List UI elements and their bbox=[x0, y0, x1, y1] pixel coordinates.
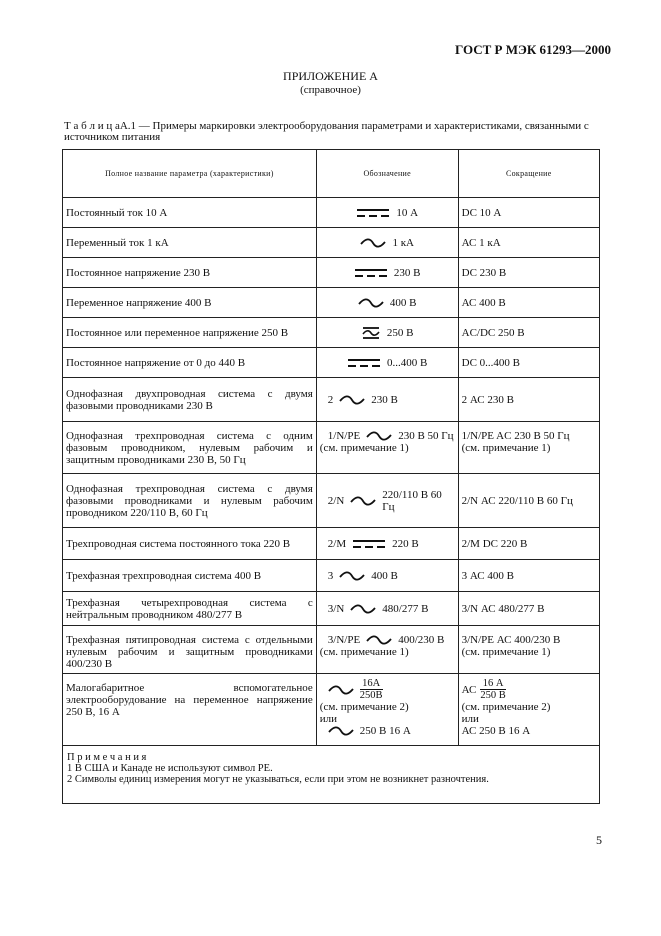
symbol-value: 0...400 В bbox=[387, 356, 428, 369]
page-number: 5 bbox=[596, 833, 602, 847]
abbr-value: 3/N/PE АС 400/230 В bbox=[461, 634, 561, 646]
param-name: Переменное напряжение 400 В bbox=[63, 288, 317, 318]
abbr-cell bbox=[458, 258, 599, 288]
symbol-note: (см. примечание 2) bbox=[319, 701, 409, 713]
symbol-line bbox=[320, 603, 455, 615]
param-name: Малогабаритное вспомогательное электрооборудование на переменное напряжение 250 В, 16 А bbox=[63, 674, 317, 746]
symbol-cell bbox=[316, 198, 458, 228]
abbr-note: (см. примечание 1) bbox=[461, 442, 551, 454]
symbol-line bbox=[320, 678, 455, 701]
abbr-value: 2/М DC 220 В bbox=[461, 537, 528, 550]
symbol-prefix: 3/N/PE bbox=[327, 634, 361, 646]
abbr-cell bbox=[458, 474, 599, 528]
ac-icon bbox=[350, 495, 376, 507]
param-name: Однофазная двухпроводная система с двумя фазовыми проводниками 230 В bbox=[63, 378, 317, 422]
symbol-note: (см. примечание 1) bbox=[319, 646, 409, 658]
table-row bbox=[63, 674, 600, 746]
symbol-line bbox=[320, 430, 455, 442]
ac-icon bbox=[328, 725, 354, 737]
symbol-value: 230 В 50 Гц bbox=[398, 430, 454, 442]
abbr-cell bbox=[458, 422, 599, 474]
symbol-value: 220/110 В 60 Гц bbox=[382, 488, 442, 513]
ac-icon bbox=[339, 570, 365, 582]
symbol-line bbox=[320, 394, 455, 406]
symbol-line bbox=[320, 266, 455, 278]
symbol-prefix: 2 bbox=[327, 393, 334, 406]
param-name: Однофазная трехпроводная система с двумя фазовыми проводниками и нулевым рабочим проводником 220/110 В, 60 Гц bbox=[63, 474, 317, 528]
symbol-prefix: 2/N bbox=[327, 494, 345, 507]
header-symbol: Обозначение bbox=[316, 150, 458, 198]
abbr-prefix: АС bbox=[461, 683, 477, 696]
dc-icon bbox=[354, 266, 388, 278]
abbr-cell bbox=[458, 674, 599, 746]
ac-icon bbox=[328, 684, 354, 696]
standard-header: ГОСТ Р МЭК 61293—2000 bbox=[455, 42, 611, 57]
abbr-value: АС 1 кА bbox=[461, 236, 501, 249]
notes-cell bbox=[63, 746, 600, 804]
ac-icon bbox=[339, 394, 365, 406]
ac-icon bbox=[366, 430, 392, 442]
symbol-cell bbox=[316, 318, 458, 348]
symbol-or: или bbox=[319, 713, 338, 725]
header-name: Полное название параметра (характеристики) bbox=[63, 150, 317, 198]
abbr-cell bbox=[458, 348, 599, 378]
table-row bbox=[63, 474, 600, 528]
symbol-cell bbox=[316, 474, 458, 528]
appendix-title: ПРИЛОЖЕНИЕ А bbox=[283, 69, 378, 83]
abbr-value: 3 АС 400 В bbox=[461, 569, 514, 582]
symbol-value: 220 В bbox=[392, 537, 419, 550]
caption-text: — Примеры маркировки электрооборудования параметрами и характеристиками, связанными с источником питания bbox=[64, 120, 589, 143]
table-body bbox=[63, 198, 600, 804]
dc-icon bbox=[352, 537, 386, 549]
abbr-value: 2/N АС 220/110 В 60 Гц bbox=[461, 494, 573, 507]
param-name: Трехфазная пятипроводная система с отдельными нулевым рабочим и защитным проводниками 400/230 В bbox=[63, 626, 317, 674]
symbol-cell bbox=[316, 592, 458, 626]
abbr-fraction bbox=[480, 678, 505, 701]
symbol-line bbox=[320, 237, 455, 249]
symbol-value: 230 В bbox=[393, 266, 421, 279]
symbol-cell bbox=[316, 626, 458, 674]
table-row bbox=[63, 288, 600, 318]
symbol-fraction bbox=[360, 678, 383, 701]
fraction-denominator: 250В bbox=[359, 690, 383, 701]
symbol-cell bbox=[316, 348, 458, 378]
abbr-denominator: 250 В bbox=[480, 690, 506, 701]
abbr-or: или bbox=[461, 713, 479, 725]
marking-table bbox=[62, 149, 600, 804]
symbol-prefix: 3 bbox=[327, 569, 334, 582]
symbol-line bbox=[320, 356, 455, 368]
param-name: Постоянное напряжение от 0 до 440 В bbox=[63, 348, 317, 378]
symbol-cell bbox=[316, 288, 458, 318]
param-name: Переменный ток 1 кА bbox=[63, 228, 317, 258]
param-name: Постоянное напряжение 230 В bbox=[63, 258, 317, 288]
abbr-cell bbox=[458, 288, 599, 318]
abbr-value: AC/DC 250 В bbox=[461, 326, 525, 339]
symbol-alt-value: 250 В 16 А bbox=[359, 725, 411, 737]
symbol-cell bbox=[316, 422, 458, 474]
symbol-prefix: 1/N/PE bbox=[327, 430, 361, 442]
caption-number: А.1 bbox=[119, 120, 137, 132]
table-row bbox=[63, 228, 600, 258]
abbr-value: АС 400 В bbox=[461, 296, 506, 309]
table-row bbox=[63, 318, 600, 348]
abbr-note: (см. примечание 1) bbox=[461, 646, 551, 658]
abbr-fraction-line bbox=[462, 678, 596, 701]
symbol-cell bbox=[316, 228, 458, 258]
appendix-heading bbox=[0, 70, 661, 96]
notes-title: П р и м е ч а н и я bbox=[67, 752, 147, 763]
dc-icon bbox=[347, 356, 381, 368]
abbr-numerator: 16 А bbox=[480, 678, 505, 690]
table-caption bbox=[64, 121, 602, 143]
symbol-note: (см. примечание 1) bbox=[319, 442, 409, 454]
abbr-value: 1/N/PE AC 230 В 50 Гц bbox=[461, 430, 570, 442]
param-name: Однофазная трехпроводная система с одним фазовым проводником, нулевым рабочим и защитным проводниками 230 В, 50 Гц bbox=[63, 422, 317, 474]
symbol-line bbox=[320, 326, 455, 340]
symbol-value: 400 В bbox=[389, 296, 417, 309]
table-header-row bbox=[63, 150, 600, 198]
note-item: 2 Символы единиц измерения могут не указываться, если при этом не возникнет разночтения. bbox=[67, 774, 489, 785]
table-row bbox=[63, 258, 600, 288]
symbol-cell bbox=[316, 674, 458, 746]
symbol-line bbox=[320, 537, 455, 549]
abbr-value: DC 10 А bbox=[461, 206, 502, 219]
abbr-cell bbox=[458, 198, 599, 228]
symbol-line bbox=[320, 297, 455, 309]
ac-icon bbox=[360, 237, 386, 249]
param-name: Трехфазная четырехпроводная система с нейтральным проводником 480/277 В bbox=[63, 592, 317, 626]
abbr-value: DC 230 В bbox=[461, 266, 507, 279]
abbr-cell bbox=[458, 318, 599, 348]
symbol-value: 250 В bbox=[386, 326, 414, 339]
table-row bbox=[63, 198, 600, 228]
symbol-value: 400 В bbox=[371, 569, 398, 582]
symbol-line bbox=[320, 489, 455, 513]
symbol-value: 10 А bbox=[396, 206, 419, 219]
symbol-alt-line bbox=[320, 725, 455, 737]
symbol-prefix: 3/N bbox=[327, 602, 345, 615]
symbol-cell bbox=[316, 378, 458, 422]
abbr-value: 2 АС 230 В bbox=[461, 393, 514, 406]
fraction-numerator: 16А bbox=[360, 678, 383, 690]
table-row bbox=[63, 528, 600, 560]
symbol-cell bbox=[316, 258, 458, 288]
ac-icon bbox=[358, 297, 384, 309]
appendix-subtitle: (справочное) bbox=[300, 84, 361, 96]
abbr-cell bbox=[458, 228, 599, 258]
table-row bbox=[63, 348, 600, 378]
table-row bbox=[63, 378, 600, 422]
symbol-cell bbox=[316, 560, 458, 592]
symbol-value: 1 кА bbox=[392, 236, 414, 249]
abbr-value: 3/N АС 480/277 В bbox=[461, 602, 545, 615]
dc-icon bbox=[356, 206, 390, 218]
note-item: 1 В США и Канаде не используют символ РЕ. bbox=[67, 763, 273, 774]
abbr-alt-value: АС 250 В 16 А bbox=[461, 725, 531, 737]
ac-icon bbox=[366, 634, 392, 646]
abbr-cell bbox=[458, 528, 599, 560]
symbol-cell bbox=[316, 528, 458, 560]
table-row bbox=[63, 592, 600, 626]
param-name: Постоянный ток 10 А bbox=[63, 198, 317, 228]
symbol-value: 400/230 В bbox=[398, 634, 445, 646]
table-row bbox=[63, 422, 600, 474]
ac-dc-icon bbox=[361, 326, 381, 340]
notes-row bbox=[63, 746, 600, 804]
param-name: Постоянное или переменное напряжение 250 В bbox=[63, 318, 317, 348]
table-row bbox=[63, 560, 600, 592]
abbr-note: (см. примечание 2) bbox=[461, 701, 551, 713]
symbol-line bbox=[320, 634, 455, 646]
symbol-value: 230 В bbox=[371, 393, 398, 406]
param-name: Трехфазная трехпроводная система 400 В bbox=[63, 560, 317, 592]
abbr-cell bbox=[458, 626, 599, 674]
symbol-line bbox=[320, 570, 455, 582]
caption-prefix: Т а б л и ц а bbox=[64, 120, 120, 132]
ac-icon bbox=[350, 603, 376, 615]
symbol-prefix: 2/M bbox=[327, 537, 347, 550]
param-name: Трехпроводная система постоянного тока 220 В bbox=[63, 528, 317, 560]
symbol-line bbox=[320, 206, 455, 218]
abbr-cell bbox=[458, 560, 599, 592]
abbr-cell bbox=[458, 378, 599, 422]
abbr-value: DC 0...400 В bbox=[461, 356, 520, 369]
header-abbr: Сокращение bbox=[458, 150, 599, 198]
abbr-cell bbox=[458, 592, 599, 626]
symbol-value: 480/277 В bbox=[382, 602, 429, 615]
table-row bbox=[63, 626, 600, 674]
